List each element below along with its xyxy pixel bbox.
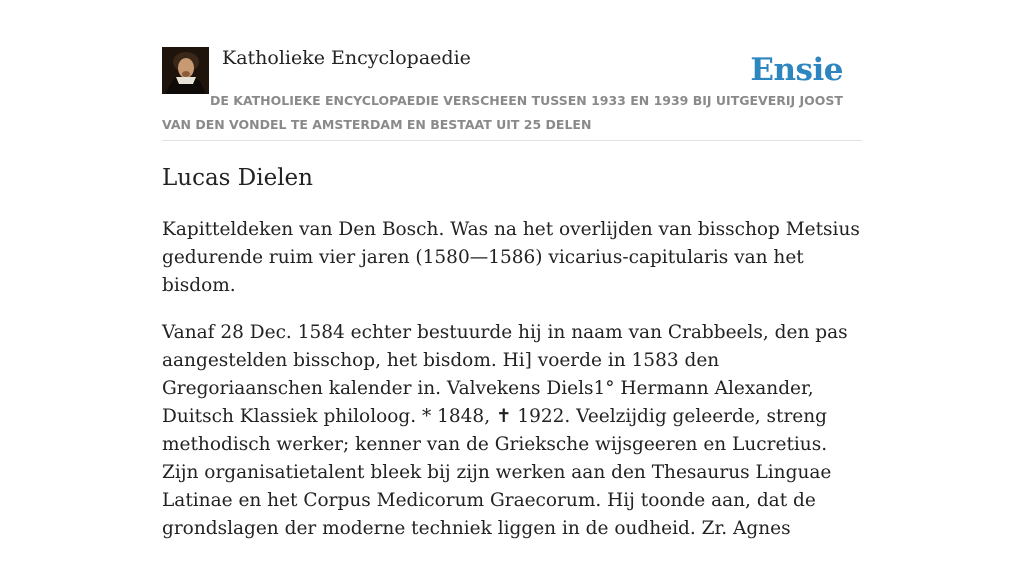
article-paragraph: Vanaf 28 Dec. 1584 echter bestuurde hij in naam van Crabbeels, den pas aangestelden bisschop, het bisdom. Hi] voerde in 1583 den Gregoriaanschen kalender in. Valvekens Diels1° Hermann Alexander, Duitsch Klassiek philoloog. * 1848, ✝ 1922. Veelzijdig geleerde, streng methodisch werker; kenner van de Grieksche wijsgeeren en Lucretius. Zijn organisatietalent bleek bij zijn werken aan den Thesaurus Linguae Latinae en het Corpus Medicorum Graecorum. Hij toonde aan, dat de grondslagen der moderne techniek liggen in de oudheid. Zr. Agnes — [162, 322, 848, 539]
site-header — [162, 44, 862, 141]
article-paragraph: Kapitteldeken van Den Bosch. Was na het overlijden van bisschop Metsius gedurende ruim vier jaren (1580—1586) vicarius-capitularis van het bisdom. — [162, 219, 860, 296]
site-tagline: DE KATHOLIEKE ENCYCLOPAEDIE VERSCHEEN TUSSEN 1933 EN 1939 BIJ UITGEVERIJ JOOST VAN DEN VONDEL TE AMSTERDAM EN BESTAAT UIT 25 DELEN — [162, 93, 843, 132]
portrait-icon — [162, 47, 209, 94]
article-title: Lucas Dielen — [162, 165, 313, 191]
ensie-logo[interactable]: Ensie — [750, 52, 843, 88]
portrait-avatar[interactable] — [162, 47, 209, 94]
site-title[interactable]: Katholieke Encyclopaedie — [222, 47, 471, 69]
article-body — [162, 216, 862, 562]
